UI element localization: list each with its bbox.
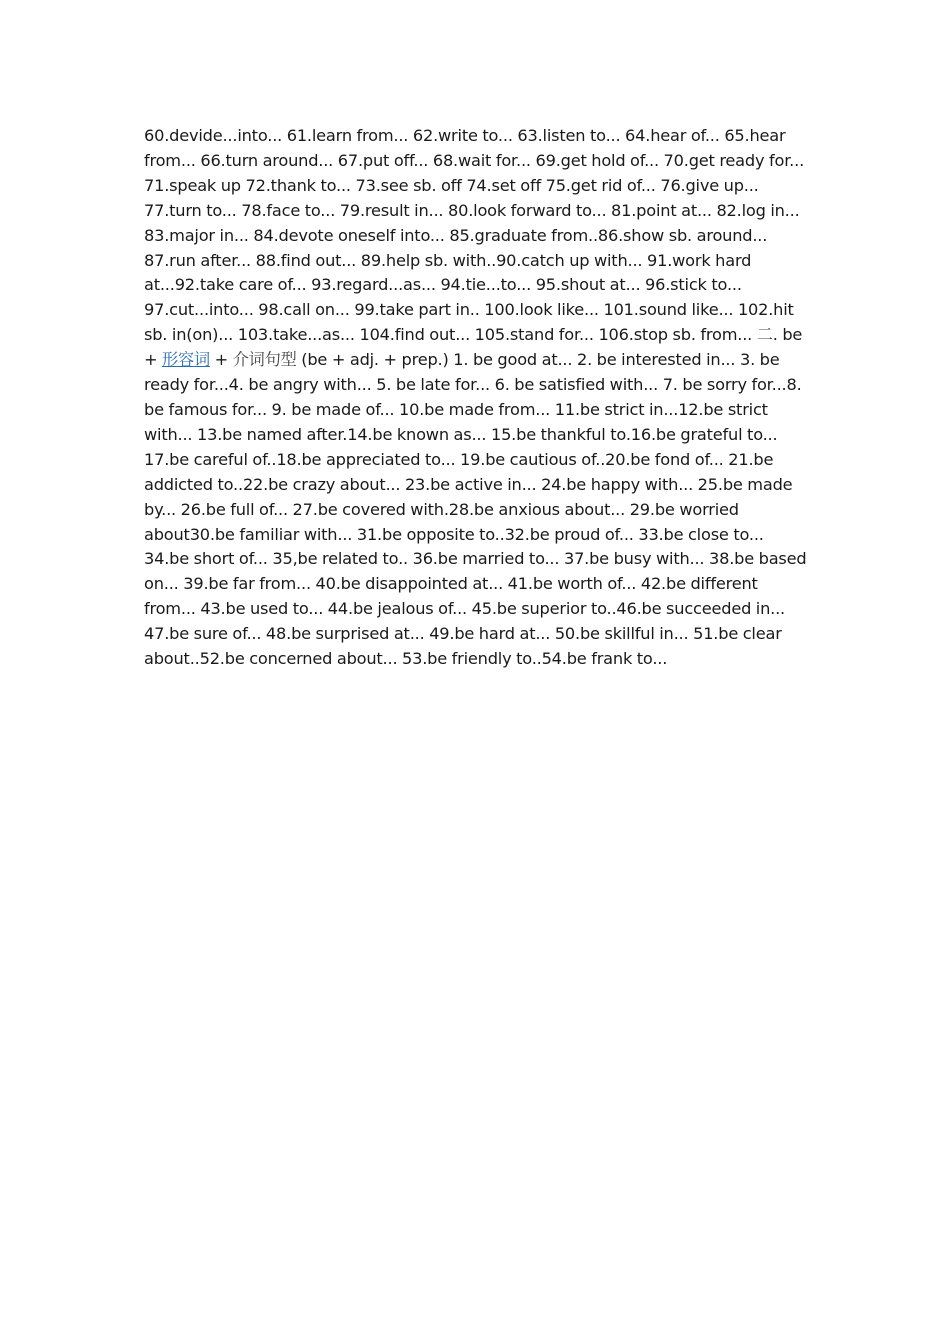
adjective-link[interactable]: 形容词 [162, 350, 210, 370]
section-heading-plus: + [209, 350, 233, 370]
section-heading-start: . be + [144, 325, 803, 370]
phrase-list-paragraph [144, 124, 810, 672]
section-heading-cjk-label: 介词句型 [232, 350, 297, 370]
phrase-list-adjectives: (be + adj. + prep.) 1. be good at... 2. be interested in... 3. be ready for...4. be angry with... 5. be late for... 6. be satisfied with... 7. be sorry for...8. be famous for... 9. be made of... 10.be made from... 11.be strict in...12.be strict with... 13.be named after.14.be known as... 15.be thankful to.16.be grateful to... 17.be careful of..18.be appreciated to... 19.be cautious of..20.be fond of... 21.be addicted to..22.be crazy about... 23.be active in... 24.be happy with... 25.be made by... 26.be full of... 27.be covered with.28.be anxious about... 29.be worried about30.be familiar with... 31.be opposite to..32.be proud of... 33.be close to... 34.be short of... 35,be related to.. 36.be married to... 37.be busy with... 38.be based on... 39.be far from... 40.be disappointed at... 41.be worth of... 42.be different from... 43.be used to... 44.be jealous of... 45.be superior to..46.be succeeded in... 47.be sure of... 48.be surprised at... 49.be hard at... 50.be skillful in... 51.be clear about..52.be concerned about... 53.be friendly to..54.be frank to... [144, 350, 807, 669]
section-marker: 二 [756, 325, 773, 345]
document-body [144, 124, 810, 672]
phrase-list-verbs: 60.devide...into... 61.learn from... 62.write to... 63.listen to... 64.hear of... 65.hear from... 66.turn around... 67.put off... 68.wait for... 69.get hold of... 70.get ready for... 71.speak up 72.thank to... 73.see sb. off 74.set off 75.get rid of... 76.give up... 77.turn to... 78.face to... 79.result in... 80.look forward to... 81.point at... 82.log in... 83.major in... 84.devote oneself into... 85.graduate from..86.show sb. around... 87.run after... 88.find out... 89.help sb. with..90.catch up with... 91.work hard at...92.take care of... 93.regard...as... 94.tie...to... 95.shout at... 96.stick to... 97.cut...into... 98.call on... 99.take part in.. 100.look like... 101.sound like... 102.hit sb. in(on)... 103.take...as... 104.find out... 105.stand for... 106.stop sb. from... [144, 126, 805, 345]
